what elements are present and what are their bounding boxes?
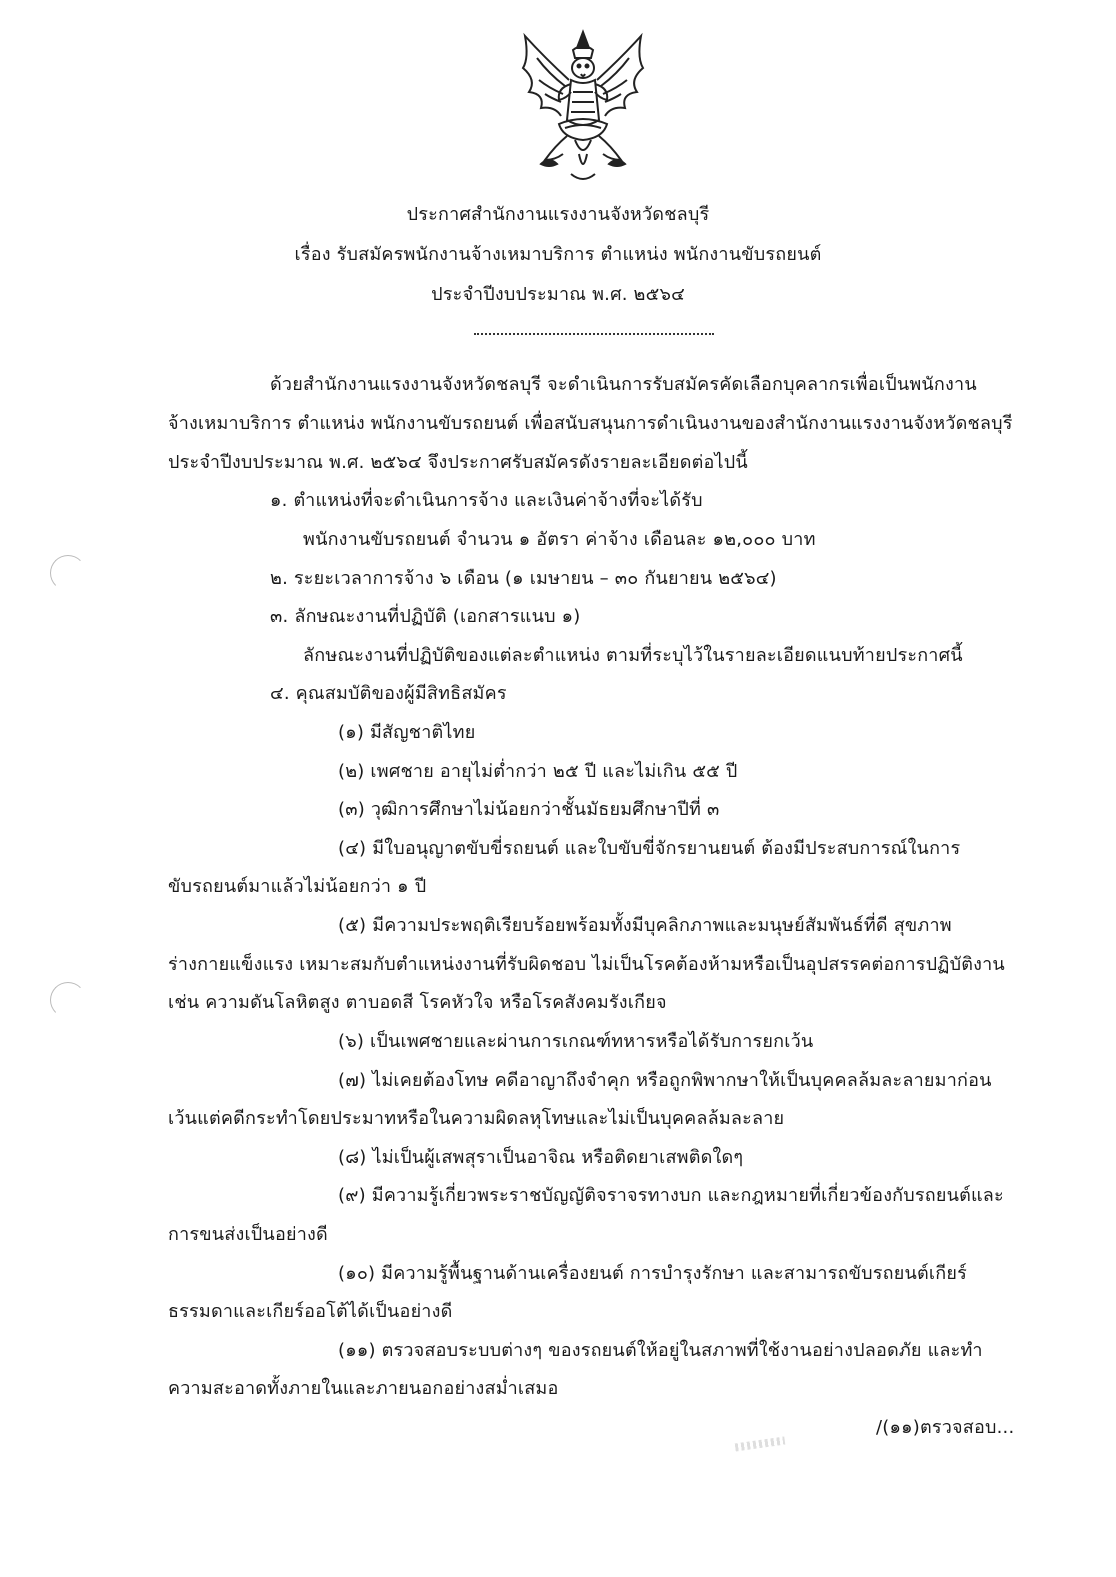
qualification-10-line-1: (๑๐) มีความรู้พื้นฐานด้านเครื่องยนต์ การบำรุงรักษา และสามารถขับรถยนต์เกียร์: [338, 1263, 967, 1284]
section-1-detail: พนักงานขับรถยนต์ จำนวน ๑ อัตรา ค่าจ้าง เดือนละ ๑๒,๐๐๐ บาท: [303, 529, 816, 550]
qualification-8: (๘) ไม่เป็นผู้เสพสุราเป็นอาจิณ หรือติดยาเสพติดใดๆ: [338, 1147, 744, 1168]
punch-hole-mark: [50, 555, 86, 591]
scan-smudge: [735, 1437, 786, 1452]
continuation-note: /(๑๑)ตรวจสอบ...: [876, 1417, 1015, 1438]
qualification-5-line-1: (๕) มีความประพฤติเรียบร้อยพร้อมทั้งมีบุคลิกภาพและมนุษย์สัมพันธ์ที่ดี สุขภาพ: [338, 915, 952, 936]
qualification-9-line-2: การขนส่งเป็นอย่างดี: [168, 1224, 328, 1245]
intro-line-1: ด้วยสำนักงานแรงงานจังหวัดชลบุรี จะดำเนินการรับสมัครคัดเลือกบุคลากรเพื่อเป็นพนักงาน: [270, 374, 977, 395]
qualification-11-line-2: ความสะอาดทั้งภายในและภายนอกอย่างสม่ำเสมอ: [168, 1378, 559, 1399]
qualification-5-line-2: ร่างกายแข็งแรง เหมาะสมกับตำแหน่งงานที่รับผิดชอบ ไม่เป็นโรคต้องห้ามหรือเป็นอุปสรรคต่อการปฏิบัติงาน: [168, 954, 1005, 975]
qualification-2: (๒) เพศชาย อายุไม่ต่ำกว่า ๒๕ ปี และไม่เกิน ๕๕ ปี: [338, 761, 738, 782]
qualification-10-line-2: ธรรมดาและเกียร์ออโต้ได้เป็นอย่างดี: [168, 1301, 453, 1322]
qualification-7-line-1: (๗) ไม่เคยต้องโทษ คดีอาญาถึงจำคุก หรือถูกพิพากษาให้เป็นบุคคลล้มละลายมาก่อน: [338, 1070, 992, 1091]
garuda-emblem-icon: [515, 28, 651, 188]
header-line-3: ประจำปีงบประมาณ พ.ศ. ๒๕๖๔: [431, 284, 685, 305]
qualification-5-line-3: เช่น ความดันโลหิตสูง ตาบอดสี โรคหัวใจ หรือโรคสังคมรังเกียจ: [168, 992, 667, 1013]
qualification-6: (๖) เป็นเพศชายและผ่านการเกณฑ์ทหารหรือได้รับการยกเว้น: [338, 1031, 814, 1052]
intro-line-2: จ้างเหมาบริการ ตำแหน่ง พนักงานขับรถยนต์ เพื่อสนับสนุนการดำเนินงานของสำนักงานแรงงานจังหวัดชลบุรี: [168, 413, 1013, 434]
qualification-4-line-2: ขับรถยนต์มาแล้วไม่น้อยกว่า ๑ ปี: [168, 876, 427, 897]
section-3-detail: ลักษณะงานที่ปฏิบัติของแต่ละตำแหน่ง ตามที่ระบุไว้ในรายละเอียดแนบท้ายประกาศนี้: [303, 645, 963, 666]
section-1-heading: ๑. ตำแหน่งที่จะดำเนินการจ้าง และเงินค่าจ้างที่จะได้รับ: [270, 490, 703, 511]
header-line-1: ประกาศสำนักงานแรงงานจังหวัดชลบุรี: [406, 204, 710, 225]
header-line-2: เรื่อง รับสมัครพนักงานจ้างเหมาบริการ ตำแหน่ง พนักงานขับรถยนต์: [294, 244, 822, 265]
intro-line-3: ประจำปีงบประมาณ พ.ศ. ๒๕๖๔ จึงประกาศรับสมัครดังรายละเอียดต่อไปนี้: [168, 452, 748, 473]
punch-hole-mark: [50, 982, 86, 1018]
qualification-11-line-1: (๑๑) ตรวจสอบระบบต่างๆ ของรถยนต์ให้อยู่ในสภาพที่ใช้งานอย่างปลอดภัย และทำ: [338, 1340, 983, 1361]
qualification-4-line-1: (๔) มีใบอนุญาตขับขี่รถยนต์ และใบขับขี่จักรยานยนต์ ต้องมีประสบการณ์ในการ: [338, 838, 961, 859]
separator-dots: [474, 333, 714, 335]
qualification-7-line-2: เว้นแต่คดีกระทำโดยประมาทหรือในความผิดลหุโทษและไม่เป็นบุคคลล้มละลาย: [168, 1108, 785, 1129]
qualification-9-line-1: (๙) มีความรู้เกี่ยวพระราชบัญญัติจราจรทางบก และกฎหมายที่เกี่ยวข้องกับรถยนต์และ: [338, 1185, 1004, 1206]
qualification-3: (๓) วุฒิการศึกษาไม่น้อยกว่าชั้นมัธยมศึกษาปีที่ ๓: [338, 799, 720, 820]
qualification-1: (๑) มีสัญชาติไทย: [338, 722, 476, 743]
section-2-heading: ๒. ระยะเวลาการจ้าง ๖ เดือน (๑ เมษายน – ๓๐ กันยายน ๒๕๖๔): [270, 568, 777, 589]
section-3-heading: ๓. ลักษณะงานที่ปฏิบัติ (เอกสารแนบ ๑): [270, 606, 581, 627]
section-4-heading: ๔. คุณสมบัติของผู้มีสิทธิสมัคร: [270, 683, 507, 704]
